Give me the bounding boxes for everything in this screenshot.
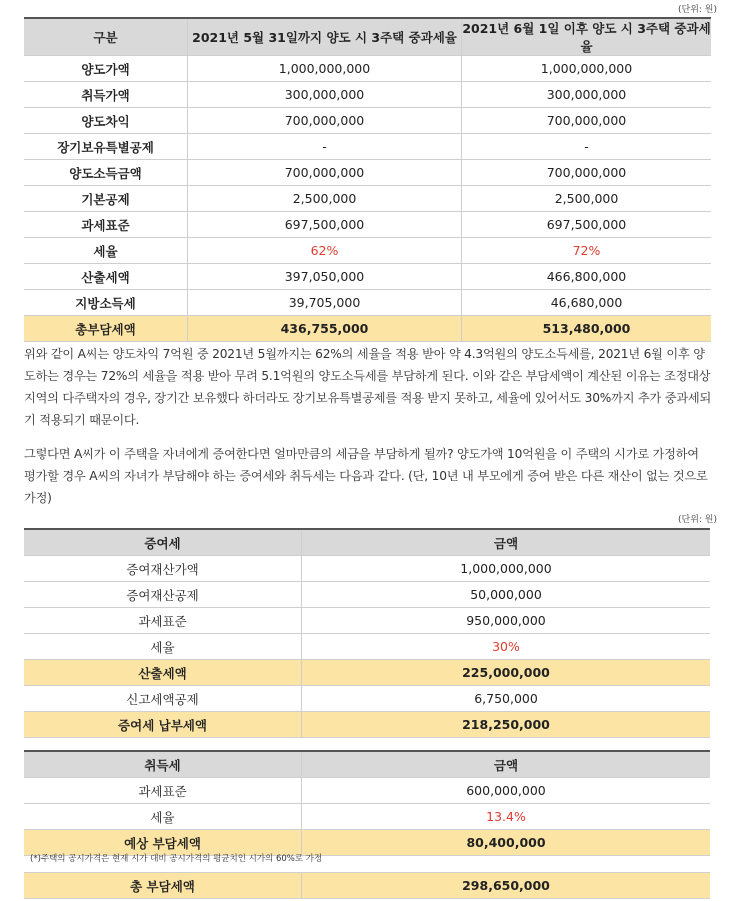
header-acquisition-tax: 취득세	[24, 751, 302, 778]
row-label: 예상 부담세액	[24, 830, 302, 856]
cell-value: 300,000,000	[188, 82, 462, 108]
acquisition-tax-table	[24, 750, 710, 856]
table-row	[24, 778, 710, 804]
cell-value: 6,750,000	[302, 686, 711, 712]
row-label: 과세표준	[24, 212, 188, 238]
table-row	[24, 56, 711, 82]
cell-value: 697,500,000	[188, 212, 462, 238]
table-row	[24, 264, 711, 290]
row-label: 양도가액	[24, 56, 188, 82]
cell-value: 1,000,000,000	[188, 56, 462, 82]
table-row	[24, 608, 710, 634]
cell-value: 697,500,000	[462, 212, 712, 238]
total-label: 총 부담세액	[24, 873, 302, 899]
cell-value: 600,000,000	[302, 778, 711, 804]
row-label: 취득가액	[24, 82, 188, 108]
row-label: 산출세액	[24, 264, 188, 290]
unit-label: (단위: 원)	[678, 5, 717, 15]
capital-gains-tax-table	[24, 17, 711, 342]
gift-tax-table	[24, 528, 710, 738]
cell-value: 397,050,000	[188, 264, 462, 290]
row-label: 지방소득세	[24, 290, 188, 316]
unit-label: (단위: 원)	[678, 515, 717, 525]
table-header-row	[24, 751, 710, 778]
cell-value: 2,500,000	[188, 186, 462, 212]
cell-value: -	[188, 134, 462, 160]
table-row	[24, 82, 711, 108]
cell-value: 700,000,000	[462, 108, 712, 134]
total-row	[24, 712, 710, 738]
row-label: 증여재산가액	[24, 556, 302, 582]
rate-value: 72%	[462, 238, 712, 264]
cell-value: -	[462, 134, 712, 160]
row-label: 양도차익	[24, 108, 188, 134]
table-row	[24, 186, 711, 212]
row-label: 기본공제	[24, 186, 188, 212]
table-row	[24, 660, 710, 686]
explanation-paragraph: 위와 같이 A씨는 양도차익 7억원 중 2021년 5월까지는 62%의 세율을 적용 받아 약 4.3억원의 양도소득세를, 2021년 6월 이후 양도하는 경우는 72%의 세율을 적용 받아 무려 5.1억원의 양도소득세를 부담하게 된다. 이와 같은 부담세액이 계산된 이유는 조정대상지역의 다주택자의 경우, 장기간 보유했다 하더라도 장기보유특별공제를 적용 받지 못하고, 세율에 있어서도 30%까지 추가 중과세되기 적용되기 때문이다.	[24, 347, 712, 427]
cell-value: 1,000,000,000	[462, 56, 712, 82]
table-row	[24, 134, 711, 160]
row-label: 세율	[24, 804, 302, 830]
table-row	[24, 582, 710, 608]
rate-value: 62%	[188, 238, 462, 264]
cell-value: 950,000,000	[302, 608, 711, 634]
cell-value: 80,400,000	[302, 830, 711, 856]
cell-value: 218,250,000	[302, 712, 711, 738]
total-value: 298,650,000	[302, 873, 711, 899]
cell-value: 300,000,000	[462, 82, 712, 108]
cell-value: 700,000,000	[188, 108, 462, 134]
table-row	[24, 290, 711, 316]
table-row	[24, 160, 711, 186]
table-row	[24, 686, 710, 712]
cell-value: 2,500,000	[462, 186, 712, 212]
total-row	[24, 316, 711, 342]
header-category: 구분	[24, 18, 188, 56]
header-amount: 금액	[302, 529, 711, 556]
cell-value: 225,000,000	[302, 660, 711, 686]
footnote: (*)주택의 공시가격은 현재 시가 대비 공시가격의 평균치인 시가의 60%로 가정	[30, 854, 323, 864]
table-row	[24, 556, 710, 582]
table-row	[24, 804, 710, 830]
rate-value: 30%	[302, 634, 711, 660]
table-row	[24, 238, 711, 264]
cell-value: 50,000,000	[302, 582, 711, 608]
cell-value: 436,755,000	[188, 316, 462, 342]
row-label: 세율	[24, 634, 302, 660]
row-label: 총부담세액	[24, 316, 188, 342]
table-header-row	[24, 18, 711, 56]
row-label: 과세표준	[24, 608, 302, 634]
gift-scenario-paragraph: 그렇다면 A씨가 이 주택을 자녀에게 증여한다면 얼마만큼의 세금을 부담하게 될까? 양도가액 10억원을 이 주택의 시가로 가정하여 평가할 경우 A씨의 자녀가 부담해야 하는 증여세와 취득세는 다음과 같다. (단, 10년 내 부모에게 증여 받은 다른 재산이 없는 것으로 가정)	[24, 447, 708, 505]
header-amount: 금액	[302, 751, 711, 778]
header-gift-tax: 증여세	[24, 529, 302, 556]
cell-value: 513,480,000	[462, 316, 712, 342]
row-label: 산출세액	[24, 660, 302, 686]
total-row	[24, 873, 710, 899]
cell-value: 46,680,000	[462, 290, 712, 316]
cell-value: 39,705,000	[188, 290, 462, 316]
row-label: 증여세 납부세액	[24, 712, 302, 738]
table-row	[24, 108, 711, 134]
cell-value: 1,000,000,000	[302, 556, 711, 582]
cell-value: 700,000,000	[462, 160, 712, 186]
header-before-june: 2021년 5월 31일까지 양도 시 3주택 중과세율	[188, 18, 462, 56]
table-row	[24, 212, 711, 238]
row-label: 장기보유특별공제	[24, 134, 188, 160]
table-header-row	[24, 529, 710, 556]
rate-value: 13.4%	[302, 804, 711, 830]
table-row	[24, 634, 710, 660]
row-label: 신고세액공제	[24, 686, 302, 712]
row-label: 양도소득금액	[24, 160, 188, 186]
row-label: 세율	[24, 238, 188, 264]
header-after-june: 2021년 6월 1일 이후 양도 시 3주택 중과세율	[462, 18, 712, 56]
cell-value: 700,000,000	[188, 160, 462, 186]
grand-total-table	[24, 872, 710, 899]
row-label: 증여재산공제	[24, 582, 302, 608]
cell-value: 466,800,000	[462, 264, 712, 290]
row-label: 과세표준	[24, 778, 302, 804]
